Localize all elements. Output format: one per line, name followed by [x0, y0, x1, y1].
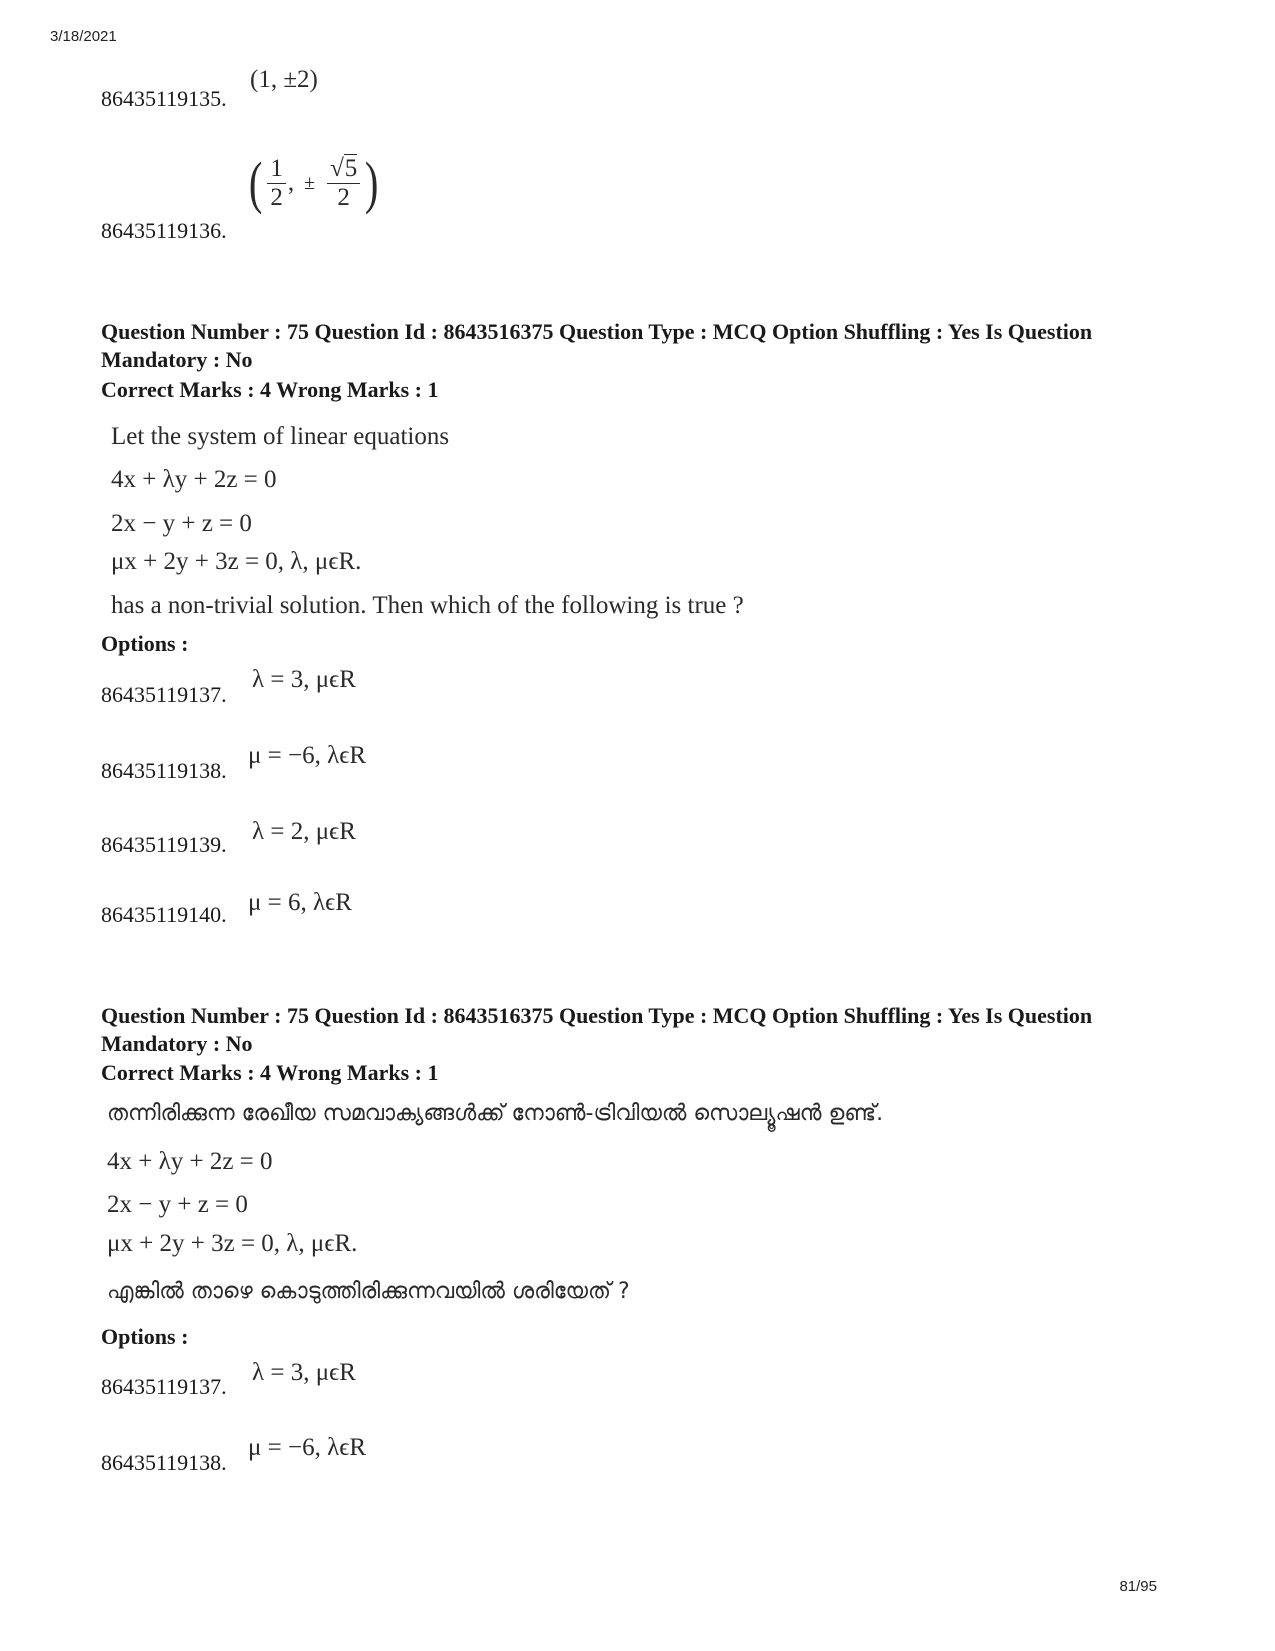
option-id: 86435119138.	[101, 1450, 227, 1475]
left-paren: (	[248, 150, 263, 215]
option-text: λ = 3, μϵR	[252, 1359, 356, 1386]
sqrt-radicand: 5	[344, 154, 358, 182]
plus-minus: ±	[304, 171, 316, 194]
comma: ,	[287, 169, 295, 196]
option-fraction	[246, 150, 382, 215]
equation-1: 4x + λy + 2z = 0	[111, 466, 277, 493]
option-id: 86435119135.	[101, 86, 227, 111]
question-tail: has a non-trivial solution. Then which of the following is true ?	[111, 592, 744, 619]
page-number: 81/95	[1119, 1578, 1157, 1595]
option-text: μ = −6, λϵR	[248, 1434, 367, 1461]
question-marks: Correct Marks : 4 Wrong Marks : 1	[101, 1060, 439, 1085]
equation-3: μx + 2y + 3z = 0, λ, μϵR.	[107, 1230, 358, 1257]
fraction-numerator	[327, 155, 360, 184]
fraction	[267, 155, 286, 212]
option-text: μ = 6, λϵR	[248, 889, 352, 916]
option-id: 86435119136.	[101, 218, 227, 243]
option-id: 86435119137.	[101, 682, 227, 707]
option-id: 86435119139.	[101, 832, 227, 857]
fraction	[327, 155, 360, 212]
equation-2: 2x − y + z = 0	[107, 1191, 248, 1218]
fraction-denominator: 2	[337, 183, 350, 211]
equation-3: μx + 2y + 3z = 0, λ, μϵR.	[111, 548, 362, 575]
equation-2: 2x − y + z = 0	[111, 510, 252, 537]
option-text: λ = 3, μϵR	[252, 666, 356, 693]
fraction-numerator: 1	[267, 155, 286, 184]
print-date: 3/18/2021	[50, 28, 117, 45]
question-header: Question Number : 75 Question Id : 8643516375 Question Type : MCQ Option Shuffling : Yes Is Question Mandatory : No	[101, 1003, 1093, 1056]
fraction-denominator: 2	[270, 183, 283, 211]
option-text: λ = 2, μϵR	[252, 818, 356, 845]
question-intro: തന്നിരിക്കുന്ന രേഖീയ സമവാക്യങ്ങൾക്ക് നോൺ-ട്രിവിയൽ സൊല്യൂഷൻ ഉണ്ട്.	[107, 1101, 884, 1126]
option-text: (1, ±2)	[250, 66, 318, 93]
option-text: μ = −6, λϵR	[248, 742, 367, 769]
option-id: 86435119140.	[101, 902, 227, 927]
options-label: Options :	[101, 1324, 189, 1349]
option-id: 86435119138.	[101, 758, 227, 783]
question-header: Question Number : 75 Question Id : 8643516375 Question Type : MCQ Option Shuffling : Yes Is Question Mandatory : No	[101, 319, 1093, 372]
options-label: Options :	[101, 631, 189, 656]
right-paren: )	[365, 150, 379, 215]
sqrt-symbol: √	[330, 154, 344, 182]
question-marks: Correct Marks : 4 Wrong Marks : 1	[101, 377, 439, 402]
question-tail: എങ്കിൽ താഴെ കൊടുത്തിരിക്കുന്നവയിൽ ശരിയേത് ?	[107, 1279, 630, 1304]
equation-1: 4x + λy + 2z = 0	[107, 1148, 273, 1175]
question-intro: Let the system of linear equations	[111, 423, 450, 450]
option-id: 86435119137.	[101, 1374, 227, 1399]
